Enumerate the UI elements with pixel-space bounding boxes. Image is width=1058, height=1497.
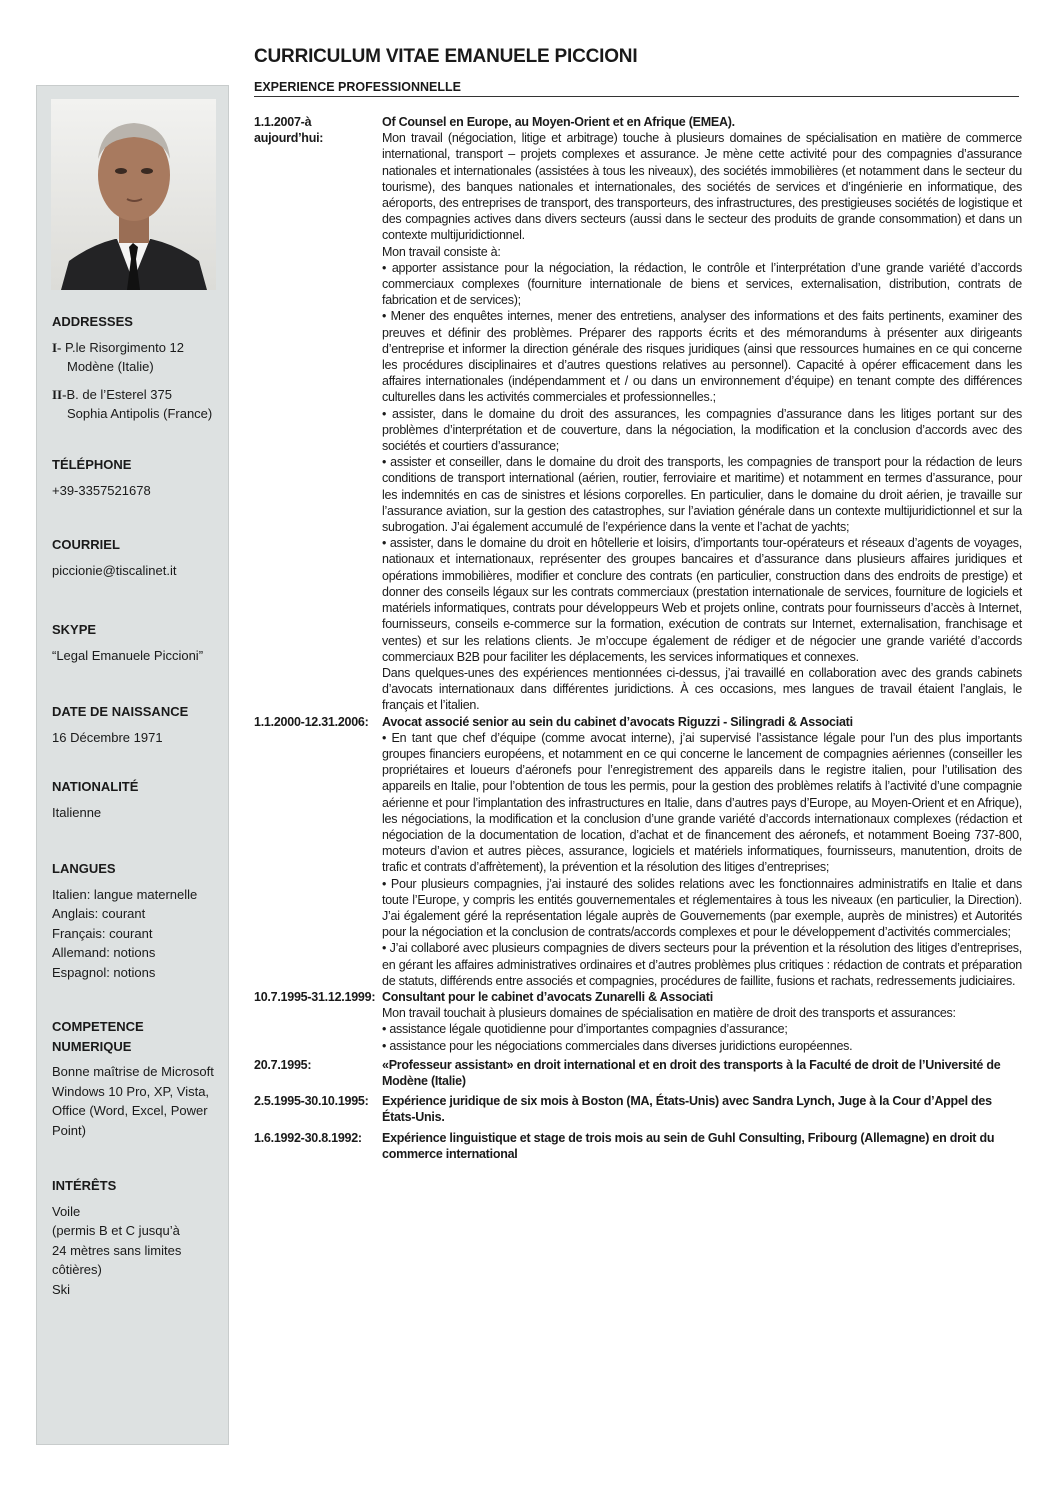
- experience-paragraph: • assister, dans le domaine du droit en hôtellerie et loisirs, d’importants tour-opérateurs et réseaux d’agents de voyages, nationaux et internationaux, représenter des groupes bancaires et d’assurance dans plusieurs affaires juridiques et opérations immobilières, modifier et conclure des contrats (en particulier, construction dans des endroits de prestige) et donner des conseils légaux sur les contrats commerciaux (prestation internationale de services, fourniture de logiciels et matériels informatiques, contrats pour développeurs Web et projets online, contrats pour fournisseurs d’accès à Internet, fournisseurs, conseils e-commerce sur la formation, exécution de contrats sur Internet, externalisation, franchisage et ventes) et sur les relations clients. Je m’occupe également de rédiger et de négocier une grande variété d’accords commerciaux B2B pour faciliter les déplacements, les services informatiques et connexes.: [382, 536, 1022, 664]
- cv-title: CURRICULUM VITAE EMANUELE PICCIONI: [254, 46, 638, 67]
- address-heading: ADDRESSES: [52, 314, 133, 329]
- portrait-photo: [51, 99, 216, 290]
- skype-value: “Legal Emanuele Piccioni”: [52, 647, 204, 663]
- digital-heading-line: COMPETENCE: [52, 1019, 144, 1034]
- phone-section: [52, 455, 227, 500]
- experience-paragraph: • En tant que chef d’équipe (comme avocat interne), j’ai supervisé l’assistance légale pour l’un des plus importants groupes financiers européens, et notamment en ce qui concerne le lancement de compagnies aériennes (conseiller les propriétaires et loueurs d’aéronefs pour l’enregistrement des appareils dans le registre italien, pour l’utilisation des appareils en Italie, pour l’obtention de tous les permis, pour la gestion des problèmes relatifs à l’activité d’une compagnie aérienne et pour l’implantation des infrastructures en Italie, dans d’autres pays d’Europe, au Moyen-Orient et en Afrique), les négociations, la modification et la conclusion d’une grande variété d’accords internationaux complexes (rédaction et négociation de la documentation de location, d’achat et de financement des aéronefs, et notamment Boeing 737-800, moteurs d’avion et autres pièces, assurance, logiciels et matériels informatiques, fournisseurs, manutention, droits de trafic et contrats d’affrètement), la prévention et la résolution des litiges d’entreprises;: [382, 730, 1022, 875]
- email-section: [52, 535, 227, 580]
- experience-paragraph: Mon travail consiste à:: [382, 244, 501, 259]
- digital-line: Bonne maîtrise de Microsoft: [52, 1064, 214, 1079]
- experience-entry: [254, 989, 1022, 1054]
- digital-line: Point): [52, 1122, 86, 1138]
- experience-entry: [254, 114, 1022, 714]
- experience-body: [382, 114, 1022, 714]
- address-section: [52, 312, 227, 424]
- experience-paragraph: Mon travail touchait à plusieurs domaines de spécialisation en matière de droit des transports et assurances:: [382, 1006, 956, 1021]
- experience-paragraph: • Mener des enquêtes internes, mener des entretiens, analyser des informations et des faits pertinents, examiner des preuves et définir des problèmes. Préparer des rapports écrits et des mémorandums à présenter aux dirigeants d’entreprise et informer la direction générale des risques juridiques (ainsi que ressources humaines en ce qui concerne les procédures disciplinaires et d’autres questions relatives au personnel). Capacité à opérer efficacement dans les affaires internationales (indépendamment et / ou dans un environnement d’équipe) en tenant compte des différences culturelles dans les activités commerciales et professionnelles.;: [382, 309, 1022, 405]
- language-line: Espagnol: notions: [52, 964, 156, 980]
- experience-paragraph: • Pour plusieurs compagnies, j’ai instauré des solides relations avec les fonctionnaires administratifs en Italie et dans toute l’Europe, y compris les entités gouvernementales et réglementaires à tous les niveaux (en particulier, la Direction). J’ai également géré la représentation légale auprès de Gouvernements (par exemple, auprès de ministres) et Autorités pour la négociation et la conclusion de contrats/accords complexes et pour le développement d’activités commerciales;: [382, 876, 1022, 940]
- language-line: Allemand: notions: [52, 945, 156, 960]
- experience-paragraph: • assistance légale quotidienne pour d’importantes compagnies d’assurance;: [382, 1022, 788, 1037]
- skype-section: [52, 620, 227, 665]
- address-2-street: B. de l’Esterel 375: [66, 386, 172, 402]
- experience-paragraph: • assister et conseiller, dans le domaine du droit des transports, les compagnies de transport pour la rédaction de leurs conditions de transport international (aérien, routier, ferroviaire et maritime) et notamment en termes d’assurance, pour les indemnités en cas de sinistres et lésions corporelles. En particulier, dans le domaine du droit aérien, je travaille sur l’assurance aviation, sur la gestion des catastrophes, sur l’aviation générale dans un contexte multijuridictionnel et sur la subrogation. J’ai également accumulé de l’expérience dans la vente et l’achat de yachts;: [382, 455, 1022, 535]
- experience-date: 1.1.2007-à aujourd’hui:: [254, 115, 324, 146]
- experience-date: 1.1.2000-12.31.2006:: [254, 714, 369, 729]
- language-line: Anglais: courant: [52, 906, 146, 921]
- skype-heading: SKYPE: [52, 622, 97, 637]
- experience-body: [382, 1057, 1022, 1089]
- experience-paragraph: Dans quelques-unes des expériences mentionnées ci-dessus, j’ai travaillé en collaboration avec des grands cabinets d’avocats internationaux dans différentes juridictions. À ces occasions, mes langues de travail étaient l’anglais, le français et l’italien.: [382, 665, 1022, 713]
- experience-entry: [254, 1093, 1022, 1125]
- experience-entry: [254, 1130, 1022, 1162]
- interest-line: 24 mètres sans limites: [52, 1242, 182, 1258]
- experience-body: [382, 1130, 1022, 1162]
- experience-date: 2.5.1995-30.10.1995:: [254, 1094, 369, 1109]
- address-1-street: P.le Risorgimento 12: [65, 339, 185, 355]
- section-heading: EXPERIENCE PROFESSIONNELLE: [254, 80, 1019, 97]
- birth-heading: DATE DE NAISSANCE: [52, 704, 189, 719]
- interest-line: Voile: [52, 1203, 81, 1219]
- experience-body: [382, 714, 1022, 989]
- interests-heading: INTÉRÊTS: [52, 1178, 117, 1193]
- birth-value: 16 Décembre 1971: [52, 729, 163, 745]
- experience-date: 10.7.1995-31.12.1999:: [254, 989, 376, 1004]
- address-2-prefix: II-: [52, 386, 67, 402]
- experience-list: [254, 114, 1022, 1162]
- experience-date: 1.6.1992-30.8.1992:: [254, 1130, 362, 1145]
- birth-section: [52, 702, 227, 747]
- experience-body: [382, 1093, 1022, 1125]
- interests-section: [52, 1176, 227, 1299]
- experience-entry: [254, 1057, 1022, 1089]
- languages-section: [52, 859, 227, 982]
- language-line: Italien: langue maternelle: [52, 886, 198, 902]
- interest-line: Ski: [52, 1281, 71, 1297]
- experience-entry: [254, 714, 1022, 989]
- email-heading: COURRIEL: [52, 537, 120, 552]
- language-line: Français: courant: [52, 925, 153, 941]
- experience-body: [382, 989, 1022, 1054]
- phone-heading: TÉLÉPHONE: [52, 457, 132, 472]
- address-1-prefix: I-: [52, 339, 62, 355]
- nationality-value: Italienne: [52, 804, 102, 820]
- phone-value: +39-3357521678: [52, 482, 151, 498]
- digital-line: Windows 10 Pro, XP, Vista,: [52, 1083, 210, 1099]
- address-1-city: Modène (Italie): [67, 359, 154, 374]
- address-2-line-1: [52, 385, 227, 405]
- experience-title: Expérience juridique de six mois à Boston (MA, États-Unis) avec Sandra Lynch, Juge à la Cour d’Appel des États-Unis.: [382, 1094, 992, 1125]
- interest-line: côtières): [52, 1262, 102, 1277]
- experience-paragraph: • apporter assistance pour la négociation, la rédaction, le contrôle et l’interprétation d’une grande variété d’accords commerciaux complexes (fourniture internationale de biens et services, externalisation, distribution, contrats de fabrication et de services);: [382, 260, 1022, 308]
- experience-paragraph: • assister, dans le domaine du droit des assurances, les compagnies d’assurance dans les litiges portant sur des problèmes d’interprétation et de couverture, dans la négociation, la modification et la conclusion d’accords avec des sociétés et courtiers d’assurance;: [382, 406, 1022, 454]
- experience-paragraph: • assistance pour les négociations commerciales dans diverses juridictions européennes.: [382, 1038, 853, 1053]
- nationality-section: [52, 777, 227, 822]
- digital-skills-section: [52, 1017, 227, 1140]
- experience-title: Expérience linguistique et stage de trois mois au sein de Guhl Consulting, Fribourg (Allemagne) en droit du commerce international: [382, 1130, 995, 1161]
- experience-paragraph: • J’ai collaboré avec plusieurs compagnies de divers secteurs pour la prévention et la résolution des litiges d’entreprises, en gérant les affaires administratives ordinaires et d’autres problèmes plus critiques : rédaction de contrats et préparation de statuts, différends entre associés et compagnies, procédures de faillite, fusions et rachats, redressements judiciaires.: [382, 941, 1022, 988]
- digital-heading-line: NUMERIQUE: [52, 1038, 132, 1054]
- email-value: piccionie@tiscalinet.it: [52, 562, 177, 578]
- languages-heading: LANGUES: [52, 861, 116, 876]
- sidebar: [36, 85, 229, 1445]
- interest-line: (permis B et C jusqu’à: [52, 1223, 180, 1238]
- experience-title: «Professeur assistant» en droit international et en droit des transports à la Faculté de droit de l’Université de Modène (Italie): [382, 1057, 1001, 1088]
- nationality-heading: NATIONALITÉ: [52, 779, 139, 794]
- experience-paragraph: Mon travail (négociation, litige et arbitrage) touche à plusieurs domaines de spécialisation en matière de commerce international, transport – projets complexes et assurance. Je mène cette activité pour des compagnies d’assurance nationales et internationales (assistées à tous les niveaux), des sociétés immobilières (et notamment dans le secteur du tourisme), des banques nationales et internationales, des sociétés de services et d’ingénierie en informatique, des aéroports, des entreprises de transport, des transporteurs, des infrastructures, des prestigieuses sociétés de logistique et des compagnies actives dans divers secteurs (aussi dans le secteur des produits de grande consommation) et dans un contexte multijuridictionnel.: [382, 131, 1022, 243]
- experience-title: Avocat associé senior au sein du cabinet d’avocats Riguzzi - Silingradi & Associati: [382, 714, 853, 729]
- address-1-line-1: [52, 338, 227, 358]
- experience-date: 20.7.1995:: [254, 1057, 312, 1072]
- experience-title: Consultant pour le cabinet d’avocats Zunarelli & Associati: [382, 989, 713, 1004]
- address-2-city: Sophia Antipolis (France): [67, 406, 213, 421]
- digital-line: Office (Word, Excel, Power: [52, 1103, 208, 1118]
- experience-title: Of Counsel en Europe, au Moyen-Orient et en Afrique (EMEA).: [382, 115, 735, 129]
